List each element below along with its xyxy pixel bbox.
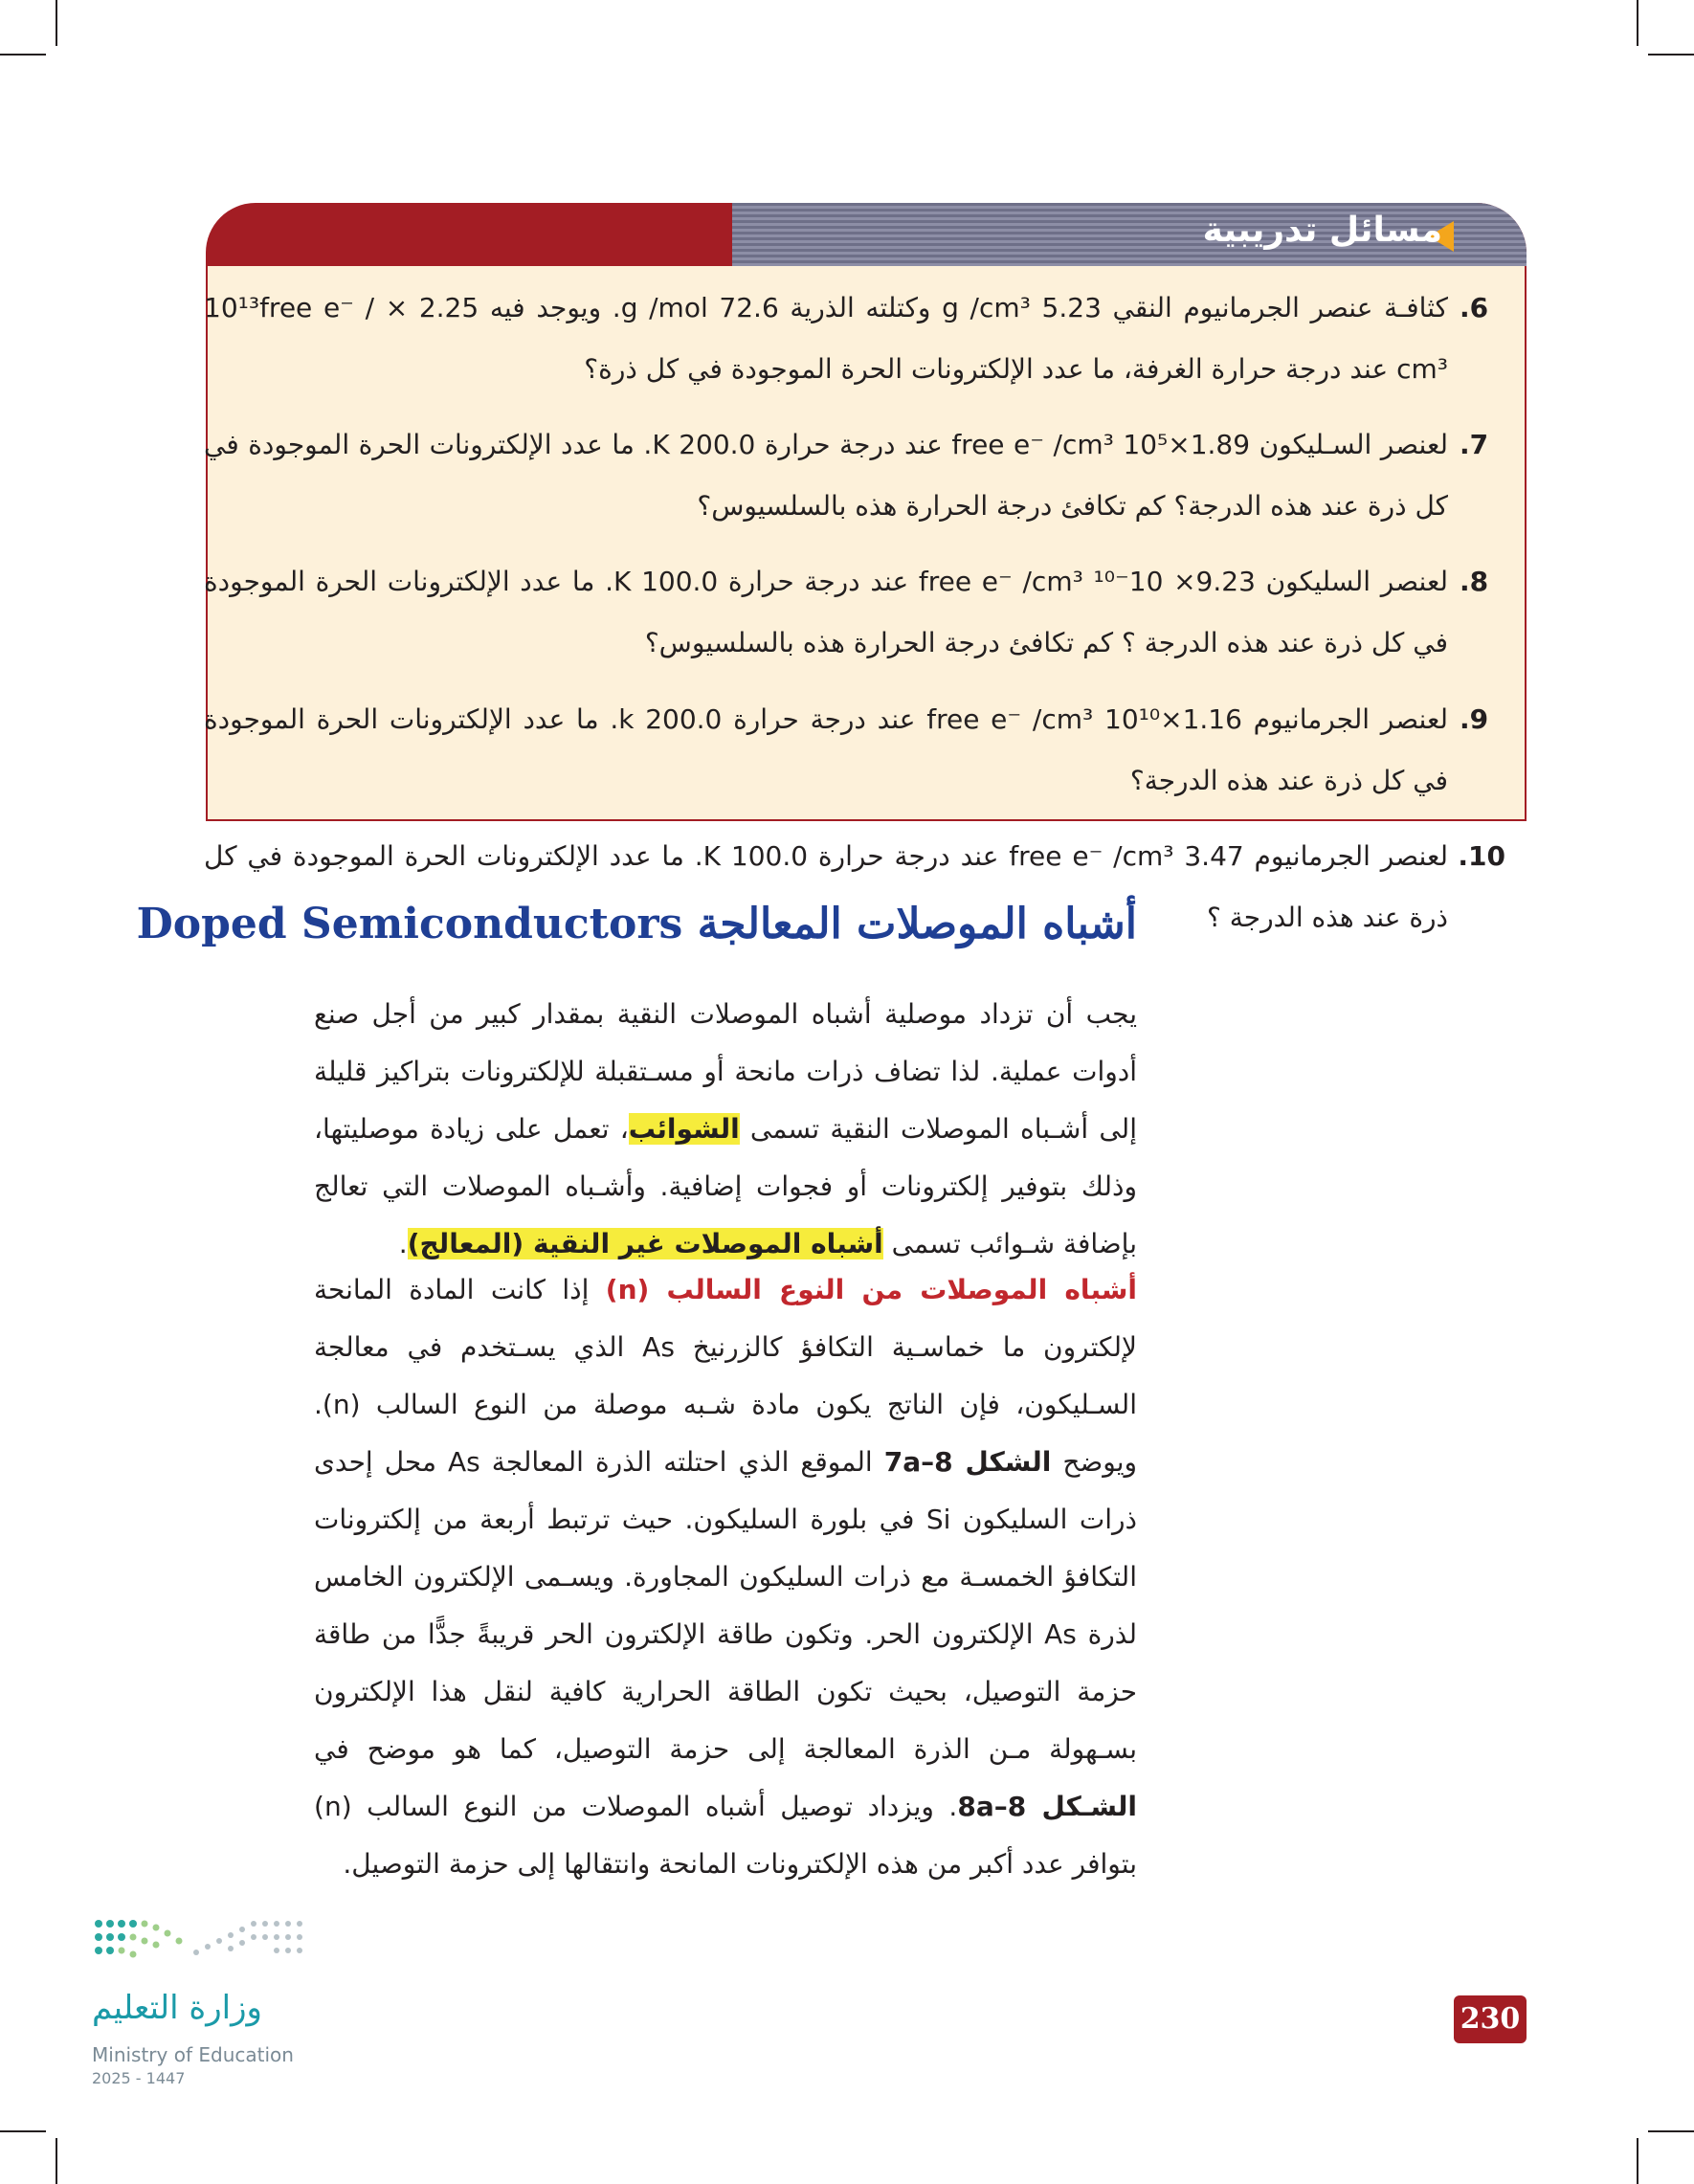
problem-number: 8. bbox=[1460, 566, 1489, 597]
problem-text: لعنصر السليكون 9.23× 10⁻¹⁰ free e⁻ /cm³ عند درجة حرارة 100.0 K. ما عدد الإلكترونات الحرة الموجودة في كل ذرة عند هذه الدرجة ؟ كم تكافئ درجة الحرارة هذه بالسلسيوس؟ bbox=[204, 566, 1448, 658]
problem-item bbox=[204, 414, 1489, 537]
problem-number: 7. bbox=[1460, 429, 1489, 460]
figure-reference: الشـكل 8–8a bbox=[957, 1791, 1137, 1822]
paragraph-text: . ويزداد توصيل أشباه الموصلات من النوع السالب (n) بتوافر عدد أكبر من هذه الإلكترونات المانحة وانتقالها إلى حزمة التوصيل. bbox=[314, 1791, 1137, 1880]
crop-mark bbox=[1637, 0, 1638, 46]
crop-mark bbox=[1648, 54, 1694, 56]
ministry-dots-logo-icon bbox=[91, 1914, 311, 1981]
problem-number: 10. bbox=[1458, 840, 1505, 872]
practice-title: مسائل تدريبية bbox=[1202, 211, 1442, 250]
problem-number: 9. bbox=[1460, 703, 1489, 735]
problem-text: كثافـة عنصر الجرمانيوم النقي 5.23 g /cm³ وكتلته الذرية 72.6 g /mol. ويوجد فيه 2.25 × 10¹³free e⁻ / cm³ عند درجة حرارة الغرفة، ما عدد الإلكترونات الحرة الموجودة في كل ذرة؟ bbox=[204, 292, 1448, 385]
crop-mark bbox=[56, 0, 57, 46]
key-term-impurities: الشوائب bbox=[628, 1113, 740, 1145]
key-term-doped-semiconductors: أشباه الموصلات غير النقية (المعالج) bbox=[407, 1228, 883, 1259]
ministry-name-english: Ministry of Education bbox=[92, 2043, 294, 2066]
page-number: 230 bbox=[1454, 1995, 1527, 2043]
paragraph-text: ، تعمل على زيادة موصليتها، وذلك بتوفير إلكترونات أو فجوات إضافية. وأشـباه الموصلات التي تعالج بإضافة شـوائب تسمى bbox=[314, 1113, 1137, 1259]
body-paragraph bbox=[314, 986, 1137, 1273]
problem-text: لعنصر الجرمانيوم 3.47 free e⁻ /cm³ عند درجة حرارة 100.0 K. ما عدد الإلكترونات الحرة الموجودة في كل ذرة عند هذه الدرجة ؟ bbox=[204, 840, 1449, 933]
problem-text: لعنصر الجرمانيوم 1.16×10¹⁰ free e⁻ /cm³ عند درجة حرارة 200.0 k. ما عدد الإلكترونات الحرة الموجودة في كل ذرة عند هذه الدرجة؟ bbox=[204, 703, 1449, 796]
paragraph-text: الموقع الذي احتلته الذرة المعالجة As محل إحدى ذرات السليكون Si في بلورة السليكون. حيث ترتبط أربعة من إلكترونات التكافؤ الخمسـة مع ذرات السليكون المجاورة. ويسـمى الإلكترون الخامس لذرة As الإلكترون الحر. وتكون طاقة الإلكترون الحر قريبةً جدًّا من طاقة حزمة التوصيل، بحيث تكون الطاقة الحرارية كافية لنقل هذا الإلكترون بسـهولة مـن الذرة المعالجة إلى حزمة التوصيل، كما هو موضح في bbox=[314, 1446, 1137, 1765]
problem-text: لعنصر السـليكون 1.89×10⁵ free e⁻ /cm³ عند درجة حرارة 200.0 K. ما عدد الإلكترونات الحرة الموجودة في كل ذرة عند هذه الدرجة؟ كم تكافئ درجة الحرارة هذه بالسلسيوس؟ bbox=[204, 429, 1448, 522]
ministry-year: 2025 - 1447 bbox=[92, 2069, 186, 2087]
paragraph-text: . bbox=[398, 1228, 408, 1259]
crop-mark bbox=[1637, 2138, 1638, 2184]
crop-mark bbox=[1648, 2130, 1694, 2132]
ministry-name-arabic: وزارة التعليم bbox=[92, 1989, 262, 2027]
problem-item bbox=[204, 551, 1489, 674]
problem-number: 6. bbox=[1460, 292, 1489, 323]
crop-mark bbox=[0, 54, 46, 56]
problem-item bbox=[204, 689, 1489, 812]
crop-mark bbox=[0, 2130, 46, 2132]
body-paragraph bbox=[314, 1261, 1137, 1893]
paragraph-text: إذا كانت المادة المانحة لإلكترون ما خماسـية التكافؤ كالزرنيخ As الذي يسـتخدم في معالجة السـليكون، فإن الناتج يكون مادة شـبه موصلة من النوع السالب (n). ويوضح bbox=[314, 1274, 1138, 1478]
section-title: أشباه الموصلات المعالجة Doped Semiconductors bbox=[136, 900, 1137, 948]
practice-header bbox=[206, 203, 1527, 266]
paragraph-text: يجب أن تزداد موصلية أشباه الموصلات النقية بمقدار كبير من أجل صنع أدوات عملية. لذا تضاف ذرات مانحة أو مسـتقبلة للإلكترونات بتراكيز قليلة إلى أشـباه الموصلات النقية تسمى bbox=[314, 998, 1137, 1145]
crop-mark bbox=[56, 2138, 57, 2184]
problem-item bbox=[204, 278, 1489, 400]
figure-reference: الشكل 8–7a bbox=[883, 1446, 1052, 1478]
subheading-n-type: أشباه الموصلات من النوع السالب (n) bbox=[605, 1274, 1138, 1305]
